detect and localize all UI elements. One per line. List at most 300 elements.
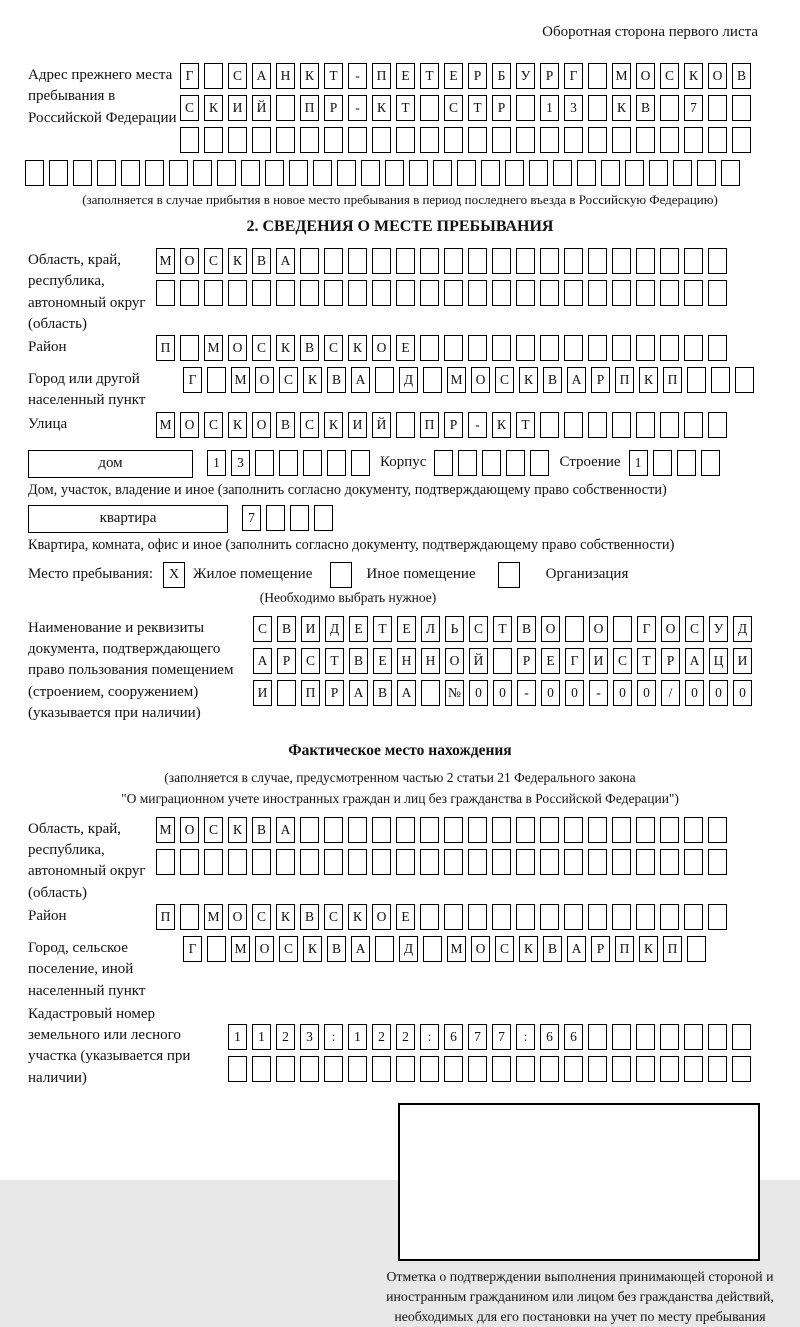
char-box[interactable]: Г [180,63,199,89]
char-box[interactable]: Т [324,63,343,89]
char-box[interactable] [204,280,223,306]
char-box[interactable]: В [300,335,319,361]
char-box[interactable] [492,335,511,361]
char-box[interactable] [612,248,631,274]
char-box[interactable]: 0 [613,680,632,706]
char-box[interactable] [660,412,679,438]
char-box[interactable] [732,95,751,121]
char-box[interactable] [468,280,487,306]
char-box[interactable] [492,127,511,153]
char-box[interactable] [636,335,655,361]
char-box[interactable]: Т [373,616,392,642]
checkbox-inoe[interactable] [330,562,352,588]
char-box[interactable]: С [279,936,298,962]
char-box[interactable]: Т [516,412,535,438]
factual-oblast-row-2[interactable] [156,849,727,875]
char-box[interactable] [396,248,415,274]
kvartira-number-row[interactable] [242,505,333,531]
raion-row[interactable] [156,335,727,361]
char-box[interactable]: В [252,817,271,843]
char-box[interactable] [612,127,631,153]
char-box[interactable] [348,1056,367,1082]
korpus-row[interactable] [434,450,549,476]
char-box[interactable] [516,849,535,875]
char-box[interactable]: О [471,367,490,393]
char-box[interactable]: С [685,616,704,642]
char-box[interactable]: Е [397,616,416,642]
char-box[interactable]: 7 [242,505,261,531]
char-box[interactable] [564,1056,583,1082]
char-box[interactable]: 1 [629,450,648,476]
char-box[interactable] [207,367,226,393]
char-box[interactable] [588,1024,607,1050]
char-box[interactable]: О [372,335,391,361]
char-box[interactable] [180,127,199,153]
char-box[interactable]: : [516,1024,535,1050]
char-box[interactable]: К [324,412,343,438]
char-box[interactable] [735,367,754,393]
char-box[interactable] [276,95,295,121]
char-box[interactable] [540,1056,559,1082]
char-box[interactable] [613,616,632,642]
char-box[interactable] [540,412,559,438]
char-box[interactable]: 0 [565,680,584,706]
char-box[interactable] [516,1056,535,1082]
factual-oblast-row-1[interactable] [156,817,727,843]
char-box[interactable]: С [228,63,247,89]
char-box[interactable]: Й [252,95,271,121]
char-box[interactable] [396,849,415,875]
char-box[interactable] [612,1024,631,1050]
char-box[interactable] [660,127,679,153]
char-box[interactable]: Р [591,936,610,962]
char-box[interactable] [701,450,720,476]
char-box[interactable]: О [541,616,560,642]
char-box[interactable] [396,817,415,843]
char-box[interactable]: Р [591,367,610,393]
char-box[interactable] [540,127,559,153]
char-box[interactable] [348,127,367,153]
char-box[interactable] [660,1056,679,1082]
char-box[interactable] [324,817,343,843]
char-box[interactable] [721,160,740,186]
char-box[interactable] [420,849,439,875]
char-box[interactable] [434,450,453,476]
char-box[interactable] [289,160,308,186]
char-box[interactable] [660,817,679,843]
stroenie-row[interactable] [629,450,720,476]
char-box[interactable]: Г [637,616,656,642]
char-box[interactable]: П [615,367,634,393]
char-box[interactable] [204,127,223,153]
char-box[interactable] [708,904,727,930]
char-box[interactable] [708,412,727,438]
char-box[interactable]: Е [541,648,560,674]
char-box[interactable] [324,849,343,875]
char-box[interactable]: - [589,680,608,706]
char-box[interactable] [420,127,439,153]
char-box[interactable] [588,248,607,274]
char-box[interactable]: М [204,904,223,930]
char-box[interactable]: К [204,95,223,121]
char-box[interactable] [372,127,391,153]
char-box[interactable]: В [327,367,346,393]
char-box[interactable] [529,160,548,186]
char-box[interactable] [660,280,679,306]
char-box[interactable] [423,936,442,962]
char-box[interactable]: В [732,63,751,89]
char-box[interactable]: 1 [540,95,559,121]
char-box[interactable]: С [660,63,679,89]
char-box[interactable]: П [156,904,175,930]
char-box[interactable] [653,450,672,476]
char-box[interactable] [553,160,572,186]
char-box[interactable] [204,849,223,875]
char-box[interactable] [457,160,476,186]
kvartira-type-field[interactable]: квартира [28,505,228,533]
char-box[interactable] [348,849,367,875]
char-box[interactable]: М [447,936,466,962]
char-box[interactable]: М [204,335,223,361]
char-box[interactable]: К [639,367,658,393]
char-box[interactable] [204,63,223,89]
char-box[interactable]: Д [399,367,418,393]
char-box[interactable] [588,127,607,153]
checkbox-zhiloe[interactable]: X [163,562,185,588]
char-box[interactable]: Д [399,936,418,962]
char-box[interactable] [290,505,309,531]
char-box[interactable] [375,367,394,393]
char-box[interactable] [468,817,487,843]
char-box[interactable] [684,412,703,438]
factual-raion-row[interactable] [156,904,727,930]
char-box[interactable]: А [567,936,586,962]
char-box[interactable] [300,127,319,153]
char-box[interactable]: В [300,904,319,930]
char-box[interactable] [468,127,487,153]
char-box[interactable] [228,127,247,153]
char-box[interactable]: В [327,936,346,962]
char-box[interactable] [564,248,583,274]
char-box[interactable] [252,1056,271,1082]
char-box[interactable] [458,450,477,476]
char-box[interactable] [145,160,164,186]
char-box[interactable] [612,412,631,438]
char-box[interactable]: О [252,412,271,438]
char-box[interactable] [217,160,236,186]
char-box[interactable]: 0 [469,680,488,706]
char-box[interactable]: К [228,248,247,274]
char-box[interactable] [444,248,463,274]
char-box[interactable]: 0 [637,680,656,706]
char-box[interactable] [564,849,583,875]
char-box[interactable] [492,904,511,930]
char-box[interactable]: А [351,367,370,393]
char-box[interactable] [420,280,439,306]
char-box[interactable] [677,450,696,476]
char-box[interactable] [708,1056,727,1082]
char-box[interactable] [516,280,535,306]
char-box[interactable]: С [469,616,488,642]
char-box[interactable] [252,127,271,153]
prev-address-row-4[interactable] [25,160,772,186]
doc-row-1[interactable] [253,616,752,642]
char-box[interactable] [564,280,583,306]
char-box[interactable]: Й [469,648,488,674]
char-box[interactable] [684,335,703,361]
char-box[interactable] [588,412,607,438]
char-box[interactable]: А [685,648,704,674]
char-box[interactable] [588,335,607,361]
char-box[interactable]: Т [325,648,344,674]
char-box[interactable] [505,160,524,186]
char-box[interactable] [300,1056,319,1082]
char-box[interactable] [565,616,584,642]
char-box[interactable]: П [663,936,682,962]
char-box[interactable]: Г [564,63,583,89]
char-box[interactable]: И [253,680,272,706]
char-box[interactable] [444,127,463,153]
char-box[interactable] [156,280,175,306]
char-box[interactable] [711,367,730,393]
char-box[interactable]: О [180,817,199,843]
char-box[interactable] [444,849,463,875]
char-box[interactable] [385,160,404,186]
char-box[interactable] [468,335,487,361]
char-box[interactable]: Г [183,367,202,393]
char-box[interactable]: К [276,335,295,361]
char-box[interactable] [468,1056,487,1082]
char-box[interactable] [324,127,343,153]
char-box[interactable] [180,335,199,361]
char-box[interactable]: С [204,248,223,274]
char-box[interactable]: У [709,616,728,642]
char-box[interactable] [708,335,727,361]
ulitsa-row[interactable] [156,412,727,438]
char-box[interactable]: Е [373,648,392,674]
char-box[interactable]: О [255,936,274,962]
char-box[interactable]: К [492,412,511,438]
char-box[interactable]: С [444,95,463,121]
char-box[interactable]: 6 [444,1024,463,1050]
char-box[interactable] [433,160,452,186]
char-box[interactable] [588,1056,607,1082]
char-box[interactable] [684,1024,703,1050]
char-box[interactable]: С [252,335,271,361]
char-box[interactable]: - [348,95,367,121]
char-box[interactable] [492,248,511,274]
char-box[interactable] [530,450,549,476]
char-box[interactable]: Г [565,648,584,674]
char-box[interactable]: Р [468,63,487,89]
char-box[interactable] [564,817,583,843]
char-box[interactable]: П [156,335,175,361]
char-box[interactable] [300,817,319,843]
char-box[interactable] [348,280,367,306]
char-box[interactable]: К [348,904,367,930]
char-box[interactable]: М [156,248,175,274]
char-box[interactable] [660,335,679,361]
char-box[interactable]: О [708,63,727,89]
char-box[interactable] [444,335,463,361]
char-box[interactable]: - [517,680,536,706]
char-box[interactable] [300,248,319,274]
char-box[interactable] [351,450,370,476]
char-box[interactable] [493,648,512,674]
char-box[interactable] [708,127,727,153]
char-box[interactable]: К [303,367,322,393]
char-box[interactable]: Е [444,63,463,89]
char-box[interactable] [276,1056,295,1082]
char-box[interactable]: Й [372,412,391,438]
char-box[interactable] [612,1056,631,1082]
char-box[interactable]: О [180,412,199,438]
oblast-row-2[interactable] [156,280,727,306]
char-box[interactable] [423,367,442,393]
char-box[interactable] [180,904,199,930]
char-box[interactable]: В [543,367,562,393]
char-box[interactable] [420,335,439,361]
checkbox-organizatsiya[interactable] [498,562,520,588]
char-box[interactable] [540,817,559,843]
char-box[interactable]: С [495,367,514,393]
char-box[interactable]: 1 [252,1024,271,1050]
char-box[interactable]: В [252,248,271,274]
char-box[interactable] [324,280,343,306]
char-box[interactable]: Б [492,63,511,89]
char-box[interactable] [612,817,631,843]
char-box[interactable] [636,817,655,843]
char-box[interactable] [396,280,415,306]
char-box[interactable] [97,160,116,186]
char-box[interactable] [660,849,679,875]
char-box[interactable]: П [372,63,391,89]
char-box[interactable] [697,160,716,186]
char-box[interactable]: Е [396,904,415,930]
char-box[interactable]: 7 [492,1024,511,1050]
char-box[interactable] [660,1024,679,1050]
char-box[interactable]: М [156,817,175,843]
char-box[interactable] [300,280,319,306]
char-box[interactable] [564,335,583,361]
char-box[interactable]: О [445,648,464,674]
char-box[interactable]: М [231,367,250,393]
char-box[interactable] [492,280,511,306]
char-box[interactable]: : [420,1024,439,1050]
char-box[interactable] [372,817,391,843]
char-box[interactable] [482,450,501,476]
char-box[interactable] [180,280,199,306]
char-box[interactable] [348,248,367,274]
char-box[interactable]: Е [396,63,415,89]
char-box[interactable]: О [255,367,274,393]
char-box[interactable] [516,904,535,930]
char-box[interactable]: С [279,367,298,393]
doc-row-2[interactable] [253,648,752,674]
char-box[interactable] [687,367,706,393]
char-box[interactable] [564,412,583,438]
char-box[interactable]: О [636,63,655,89]
char-box[interactable] [506,450,525,476]
dom-number-row[interactable] [207,450,370,476]
char-box[interactable]: С [204,817,223,843]
char-box[interactable]: А [349,680,368,706]
char-box[interactable]: Л [421,616,440,642]
char-box[interactable]: В [349,648,368,674]
char-box[interactable]: 1 [207,450,226,476]
char-box[interactable] [180,849,199,875]
char-box[interactable] [228,280,247,306]
char-box[interactable] [612,335,631,361]
char-box[interactable] [660,248,679,274]
char-box[interactable] [708,817,727,843]
kadastr-row-2[interactable] [228,1056,751,1082]
char-box[interactable] [324,248,343,274]
char-box[interactable] [420,817,439,843]
char-box[interactable] [303,450,322,476]
char-box[interactable] [636,904,655,930]
char-box[interactable] [361,160,380,186]
char-box[interactable] [420,95,439,121]
char-box[interactable]: Г [183,936,202,962]
char-box[interactable] [228,1056,247,1082]
char-box[interactable] [444,817,463,843]
char-box[interactable] [708,1024,727,1050]
char-box[interactable] [372,248,391,274]
char-box[interactable]: С [300,412,319,438]
char-box[interactable] [708,248,727,274]
char-box[interactable]: О [228,904,247,930]
char-box[interactable]: Т [637,648,656,674]
char-box[interactable]: 0 [493,680,512,706]
char-box[interactable] [649,160,668,186]
char-box[interactable]: В [373,680,392,706]
char-box[interactable]: М [612,63,631,89]
char-box[interactable]: О [372,904,391,930]
char-box[interactable]: Н [421,648,440,674]
char-box[interactable]: А [567,367,586,393]
char-box[interactable]: И [228,95,247,121]
char-box[interactable] [612,904,631,930]
char-box[interactable] [444,904,463,930]
char-box[interactable] [265,160,284,186]
char-box[interactable]: 0 [733,680,752,706]
char-box[interactable]: С [324,904,343,930]
char-box[interactable]: А [397,680,416,706]
char-box[interactable] [337,160,356,186]
char-box[interactable]: К [519,367,538,393]
char-box[interactable] [732,1024,751,1050]
char-box[interactable] [193,160,212,186]
gorod-row[interactable] [183,367,754,393]
char-box[interactable] [468,849,487,875]
char-box[interactable] [684,280,703,306]
char-box[interactable]: С [252,904,271,930]
char-box[interactable]: О [589,616,608,642]
char-box[interactable] [313,160,332,186]
char-box[interactable]: 3 [231,450,250,476]
char-box[interactable] [25,160,44,186]
char-box[interactable] [540,849,559,875]
char-box[interactable] [636,248,655,274]
char-box[interactable] [636,1056,655,1082]
char-box[interactable]: Р [324,95,343,121]
char-box[interactable] [49,160,68,186]
char-box[interactable]: К [300,63,319,89]
char-box[interactable]: Р [325,680,344,706]
char-box[interactable] [169,160,188,186]
char-box[interactable]: С [253,616,272,642]
